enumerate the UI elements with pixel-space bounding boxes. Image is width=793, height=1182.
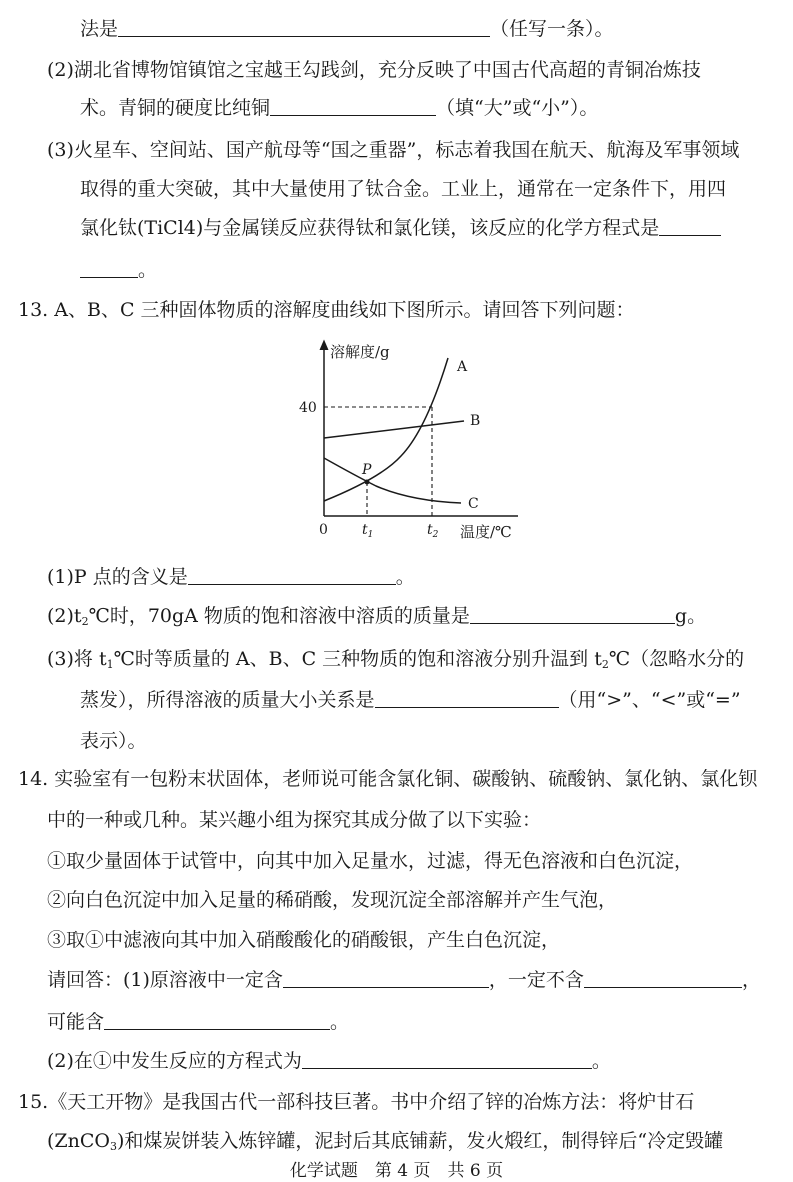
q12-line-1: 法是 （任写一条）。 [80,18,614,40]
q14-line-2: 中的一种或几种。某兴趣小组为探究其成分做了以下实验： [47,809,542,831]
curve-b-label: B [470,413,481,429]
q14-blank-mustnot[interactable] [584,969,742,988]
q14-blank-may[interactable] [104,1011,330,1030]
q12-blank-3a[interactable] [659,217,721,236]
q13-title: 13. A、B、C 三种固体物质的溶解度曲线如下图所示。请回答下列问题： [18,299,635,321]
q12-blank-2[interactable] [270,97,436,116]
q12-blank-1[interactable] [118,18,490,37]
page-footer: 化学试题 第 4 页 共 6 页 [289,1161,504,1181]
q13-part3-line-2: 蒸发），所得溶液的质量大小关系是 （用“>”、“<”或“=” [80,689,741,711]
q14-answer-2: 可能含 。 [47,1011,350,1033]
q12-part2-line-1: (2)湖北省博物馆镇馆之宝越王勾践剑，充分反映了中国古代高超的青铜冶炼技 [47,59,701,81]
q14-blank-equation[interactable] [302,1050,592,1069]
q15-line-1: 15.《天工开物》是我国古代一部科技巨著。书中介绍了锌的冶炼方法：将炉甘石 [18,1091,695,1113]
q13-part3-line-3: 表示）。 [80,730,147,752]
q13-blank-1[interactable] [188,566,396,585]
q14-step-3: ③取①中滤液向其中加入硝酸酸化的硝酸银，产生白色沉淀， [47,929,561,951]
q14-answer-1: 请回答：(1)原溶液中一定含 ，一定不含 ， [47,969,761,991]
solubility-graph [296,338,526,548]
q14-step-1: ①取少量固体于试管中，向其中加入足量水，过滤，得无色溶液和白色沉淀， [47,850,694,872]
q12-blank-3b[interactable] [80,259,138,278]
y-tick-40: 40 [299,400,317,416]
x-tick-t1: $t_1$ [362,522,374,540]
q12-part3-line-4: 。 [80,258,157,282]
y-axis-label: 溶解度/g [330,343,390,361]
q12-part2-line-2: 术。青铜的硬度比纯铜 （填“大”或“小”）。 [80,97,599,119]
q13-blank-3[interactable] [375,689,559,708]
q14-blank-must[interactable] [283,969,489,988]
curve-b [324,421,464,438]
curve-a [324,358,448,501]
point-p-label: P [362,462,372,478]
q13-part1: (1)P 点的含义是 。 [47,566,415,588]
q14-step-2: ②向白色沉淀中加入足量的稀硝酸，发现沉淀全部溶解并产生气泡， [47,889,618,911]
q14-line-1: 14. 实验室有一包粉末状固体，老师说可能含氯化铜、碳酸钠、硫酸钠、氯化钠、氯化钡 [18,768,758,790]
curve-c-label: C [468,496,479,512]
q14-answer-3: (2)在①中发生反应的方程式为 。 [47,1050,611,1072]
q13-part2: $(2)t_2℃$时，70gA 物质的饱和溶液中溶质的质量是 g。 [47,605,707,628]
curve-a-label: A [457,359,468,375]
x-axis-label: 温度/℃ [460,523,512,541]
q13-blank-2[interactable] [470,605,675,624]
q15-line-2: (ZnCO$_3$)和煤炭饼装入炼锌罐，泥封后其底铺薪，发火煅红，制得锌后“冷定毁罐 [47,1130,724,1153]
origin-label: 0 [319,522,328,538]
q13-part3-line-1: (3)将 $t_1℃$时等质量的 A、B、C 三种物质的饱和溶液分别升温到 $t_2℃$（忽略水分的 [47,648,745,671]
q12-part3-line-2: 取得的重大突破，其中大量使用了钛合金。工业上，通常在一定条件下，用四 [80,178,727,200]
q12-part3-line-3: 氯化钛(TiCl4)与金属镁反应获得钛和氯化镁，该反应的化学方程式是 [80,216,721,240]
q12-part3-line-1: (3)火星车、空间站、国产航母等“国之重器”，标志着我国在航天、航海及军事领域 [47,139,740,161]
x-tick-t2: $t_2$ [427,522,439,540]
point-p [365,480,370,485]
